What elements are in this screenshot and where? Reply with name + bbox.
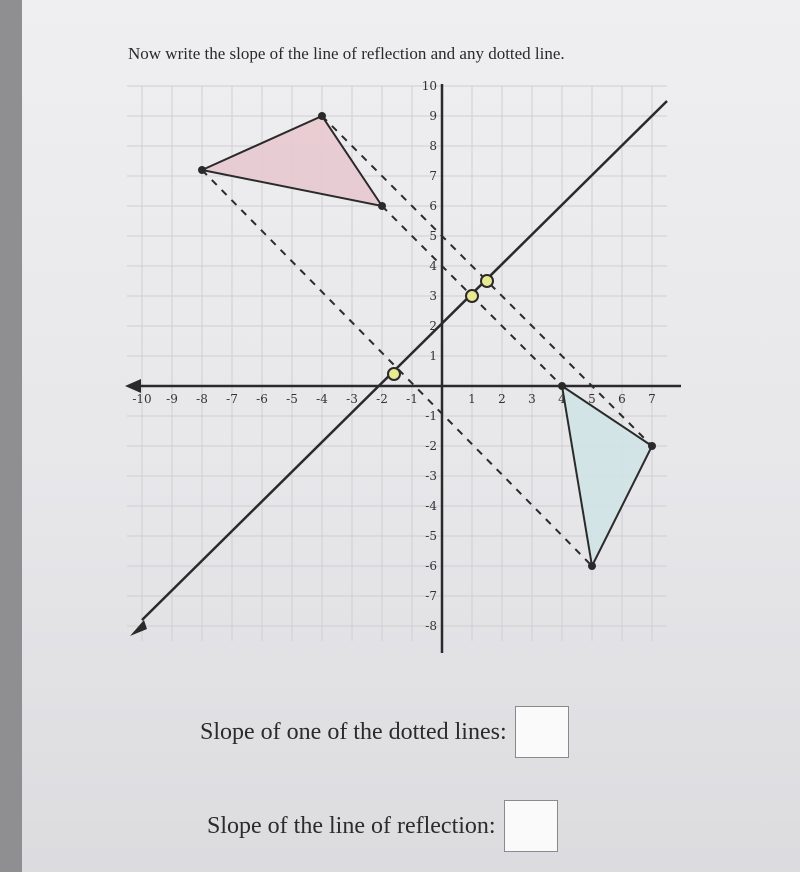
vertex-point (198, 166, 206, 174)
vertex-point (318, 112, 326, 120)
vertex-point (378, 202, 386, 210)
x-axis-arrow (125, 379, 141, 393)
x-tick-label: -8 (196, 392, 208, 406)
y-tick-label: -6 (425, 559, 437, 573)
y-tick-label: 8 (429, 139, 437, 153)
y-tick-label: -4 (425, 499, 437, 513)
question-label: Slope of the line of reflection: (207, 812, 496, 839)
x-tick-label: -5 (286, 392, 298, 406)
x-tick-label: 1 (468, 392, 476, 406)
y-tick-label: -7 (425, 589, 437, 603)
reflection-line-arrow (130, 620, 147, 636)
question-reflection-slope (207, 800, 558, 852)
x-tick-label: -7 (226, 392, 238, 406)
y-tick-label: 9 (429, 109, 437, 123)
y-tick-label: -1 (425, 409, 437, 423)
y-tick-label: -3 (425, 469, 437, 483)
x-tick-label: 4 (558, 392, 566, 406)
question-dotted-slope (200, 706, 569, 758)
x-tick-label: 3 (528, 392, 536, 406)
y-tick-label: 7 (429, 169, 437, 183)
y-tick-label: 10 (421, 79, 437, 93)
x-tick-label: -4 (316, 392, 328, 406)
vertex-point (558, 382, 566, 390)
y-tick-label: 5 (429, 229, 437, 243)
reflection-slope-answer-box[interactable] (504, 800, 558, 852)
x-tick-label: -2 (376, 392, 388, 406)
midpoint-marker (466, 290, 478, 302)
y-tick-label: 6 (429, 199, 437, 213)
y-tick-label: -8 (425, 619, 437, 633)
x-tick-label: -3 (346, 392, 358, 406)
y-tick-label: 1 (429, 349, 437, 363)
x-tick-label: -6 (256, 392, 268, 406)
y-tick-label: 3 (429, 289, 437, 303)
x-tick-label: 5 (588, 392, 596, 406)
instruction-text: Now write the slope of the line of reflection and any dotted line. (128, 44, 565, 63)
midpoint-marker (388, 368, 400, 380)
vertex-point (588, 562, 596, 570)
y-tick-label: -2 (425, 439, 437, 453)
x-tick-label: 6 (618, 392, 626, 406)
y-tick-label: 2 (429, 319, 437, 333)
x-tick-label: 7 (648, 392, 656, 406)
x-tick-label: -10 (132, 392, 152, 406)
vertex-point (648, 442, 656, 450)
question-label: Slope of one of the dotted lines: (200, 718, 507, 745)
x-tick-label: 2 (498, 392, 506, 406)
y-tick-label: -5 (425, 529, 437, 543)
x-tick-label: -1 (406, 392, 418, 406)
y-tick-label: 4 (429, 259, 437, 273)
midpoint-marker (481, 275, 493, 287)
x-tick-label: -9 (166, 392, 178, 406)
dotted-slope-answer-box[interactable] (515, 706, 569, 758)
